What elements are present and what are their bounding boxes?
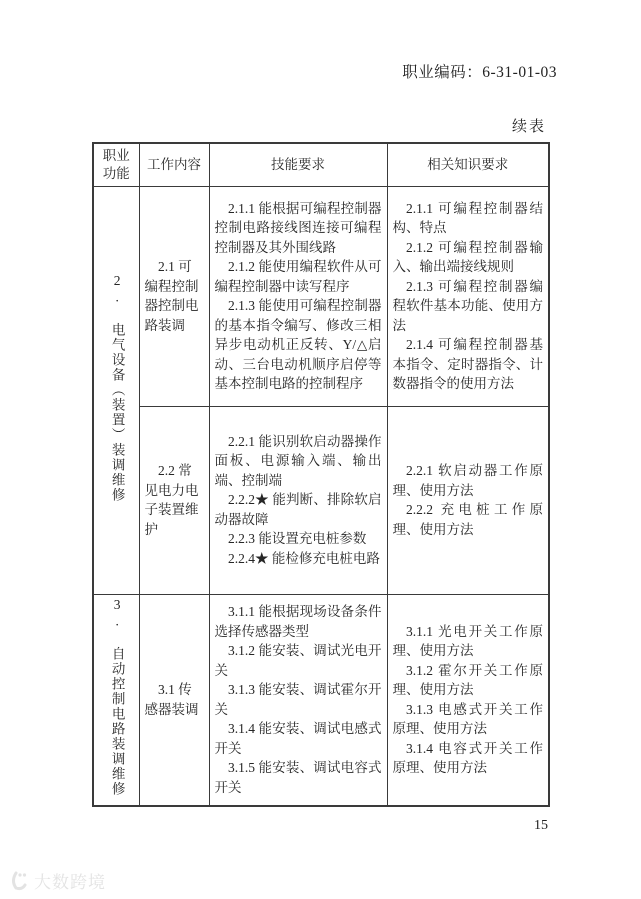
table-row [93, 186, 549, 406]
knowledge-item: 2.1.3 可编程控制器编程软件基本功能、使用方法 [392, 278, 543, 333]
knowledge-item: 3.1.1 光电开关工作原理、使用方法 [392, 623, 543, 659]
function-cell-automatic-control [93, 594, 139, 806]
skill-item: 3.1.2 能安装、调试光电开关 [214, 643, 382, 678]
requirements-table [92, 142, 550, 807]
knowledge-item: 3.1.3 电感式开关工作原理、使用方法 [392, 701, 543, 737]
table-row [93, 594, 549, 806]
function-cell-electrical-equipment [93, 186, 139, 594]
knowledge-item: 2.1.1 可编程控制器结构、特点 [392, 200, 543, 235]
work-cell-3-1 [139, 594, 209, 806]
work-label: 3.1 传感器装调 [144, 682, 199, 717]
skill-item: 3.1.1 能根据现场设备条件选择传感器类型 [214, 604, 382, 639]
skill-item: 2.2.3 能设置充电桩参数 [228, 531, 367, 547]
watermark-text: 大数跨境 [34, 873, 106, 892]
skill-item: 2.1.1 能根据可编程控制器控制电路接线图连接可编程控制器及其外围线路 [214, 200, 382, 255]
skills-cell-3-1 [209, 594, 387, 806]
table-header-row [93, 143, 549, 186]
skill-item: 2.2.4★ 能检修充电桩电路 [228, 550, 380, 566]
work-cell-2-1 [139, 186, 209, 406]
work-cell-2-2 [139, 406, 209, 594]
occupation-code: 职业编码：6-31-01-03 [402, 64, 557, 81]
col-header-knowledge-requirements: 相关知识要求 [387, 143, 549, 186]
skill-item: 3.1.3 能安装、调试霍尔开关 [214, 682, 382, 717]
skills-cell-2-1 [209, 186, 387, 406]
knowledge-item: 2.2.2 充电桩工作原理、使用方法 [392, 502, 543, 537]
skill-item: 3.1.4 能安装、调试电感式开关 [214, 721, 382, 756]
knowledge-item: 2.1.4 可编程控制器基本指令、定时器指令、计数器指令的使用方法 [392, 337, 543, 391]
knowledge-cell-3-1 [387, 594, 549, 806]
skill-item: 2.2.1 能识别软启动器操作面板、电源输入端、输出端、控制端 [214, 433, 382, 488]
knowledge-cell-2-1 [387, 186, 549, 406]
col-header-function: 职业功能 [93, 143, 139, 186]
function-label: 2. 电气设备（装置）装调维修 [109, 272, 125, 502]
knowledge-item: 3.1.2 霍尔开关工作原理、使用方法 [392, 662, 543, 698]
knowledge-item: 2.2.1 软启动器工作原理、使用方法 [392, 463, 543, 498]
skill-item: 2.1.2 能使用编程软件从可编程控制器中读写程序 [214, 259, 382, 294]
work-label: 2.1 可编程控制器控制电路装调 [144, 259, 199, 333]
col-header-work-content: 工作内容 [139, 143, 209, 186]
knowledge-item: 2.1.2 可编程控制器输入、输出端接线规则 [392, 239, 543, 274]
work-label: 2.2 常见电力电子装置维护 [144, 463, 199, 537]
table-row [93, 406, 549, 594]
watermark-logo-icon [8, 870, 30, 892]
col-header-skill-requirements: 技能要求 [209, 143, 387, 186]
continued-table-label: 续表 [511, 119, 546, 135]
page-number: 15 [534, 818, 548, 833]
skills-cell-2-2 [209, 406, 387, 594]
skill-item: 3.1.5 能安装、调试电容式开关 [214, 760, 382, 795]
knowledge-item: 3.1.4 电容式开关工作原理、使用方法 [392, 740, 543, 776]
function-label: 3. 自动控制电路装调维修 [109, 597, 125, 797]
watermark [8, 868, 106, 893]
skill-item: 2.2.2★ 能判断、排除软启动器故障 [214, 492, 382, 527]
knowledge-cell-2-2 [387, 406, 549, 594]
skill-item: 2.1.3 能使用可编程控制器的基本指令编写、修改三相异步电动机正反转、Y/△启动、三台电动机顺序启停等基本控制电路的控制程序 [214, 298, 382, 391]
